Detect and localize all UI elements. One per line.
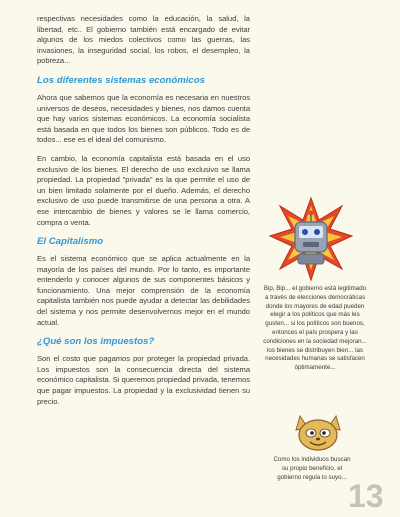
paragraph-intro: respectivas necesidades como la educación, la salud, la libertad, etc.. El gobierno también está encargado de evitar algunos de los miedos colectivos como las guerras, las invasiones, la inseguridad social, los robos, el desempleo, la pobreza... bbox=[37, 14, 250, 66]
paragraph-taxes: Son el costo que pagamos por proteger la propiedad privada. Los impuestos son la consecuencia directa del sistema económico capitalista. Si queremos propiedad privada, tenemos que pagar impuestos. La propiedad y la exclusividad tienen su precio. bbox=[37, 354, 250, 406]
heading-capitalism: El Capitalismo bbox=[37, 236, 104, 248]
robot-illustration bbox=[268, 196, 354, 282]
heading-economic-systems: Los diferentes sistemas económicos bbox=[37, 74, 205, 86]
paragraph-capitalism: Es el sistema económico que se aplica actualmente en la mayoría de los países del mundo. Por lo tanto, es importante entenderlo y conocer algunos de sus componentes básicos y funcionamiento. Una mejor comprensión de la economía capitalista también nos puede ayudar a detectar las debilidades del sistema y nos permite desenvolvernos mejor en el mundo actual. bbox=[37, 254, 250, 327]
robot-caption: Bip, Bip... el gobierno está legitimado a través de elecciones democráticas donde los mayores de edad pueden elegir a los políticos que más les gusten... si los políticos son buenos, entonces el país prospera y las condiciones en la sociedad mejoran... los bienes se distribuyen bien... las necesidades humanas se satisfacen óptimamente... bbox=[263, 285, 367, 372]
paragraph-economic-systems: Ahora que sabemos que la economía es necesaria en nuestros universos de deseos, necesidades y bienes, nos damos cuenta que hay varios sistemas económicos. La economía socialista está basada en que todos los bienes son públicos. Todo es de todos... ese es el ideal del comunismo. bbox=[37, 92, 250, 145]
cat-caption: Como los individuos buscan su propio beneficio, el gobierno regula lo suyo... bbox=[273, 456, 351, 481]
page-number: 13 bbox=[348, 478, 384, 514]
cat-illustration bbox=[292, 410, 344, 454]
paragraph-capitalist-economy: En cambio, la economía capitalista está basada en el uso exclusivo de los bienes. El derecho de uso exclusivo se llama propiedad. La propiedad "privada" es la que permite el uso de un bien limitado solamente por el dueño. Además, el derecho exclusivo de uso puede transmitirse de una persona a otra. A ese intercambio de bienes y valores se le llama comercio, compra o venta. bbox=[37, 153, 250, 227]
heading-taxes: ¿Qué son los impuestos? bbox=[37, 336, 155, 348]
main-text-column bbox=[37, 14, 250, 407]
